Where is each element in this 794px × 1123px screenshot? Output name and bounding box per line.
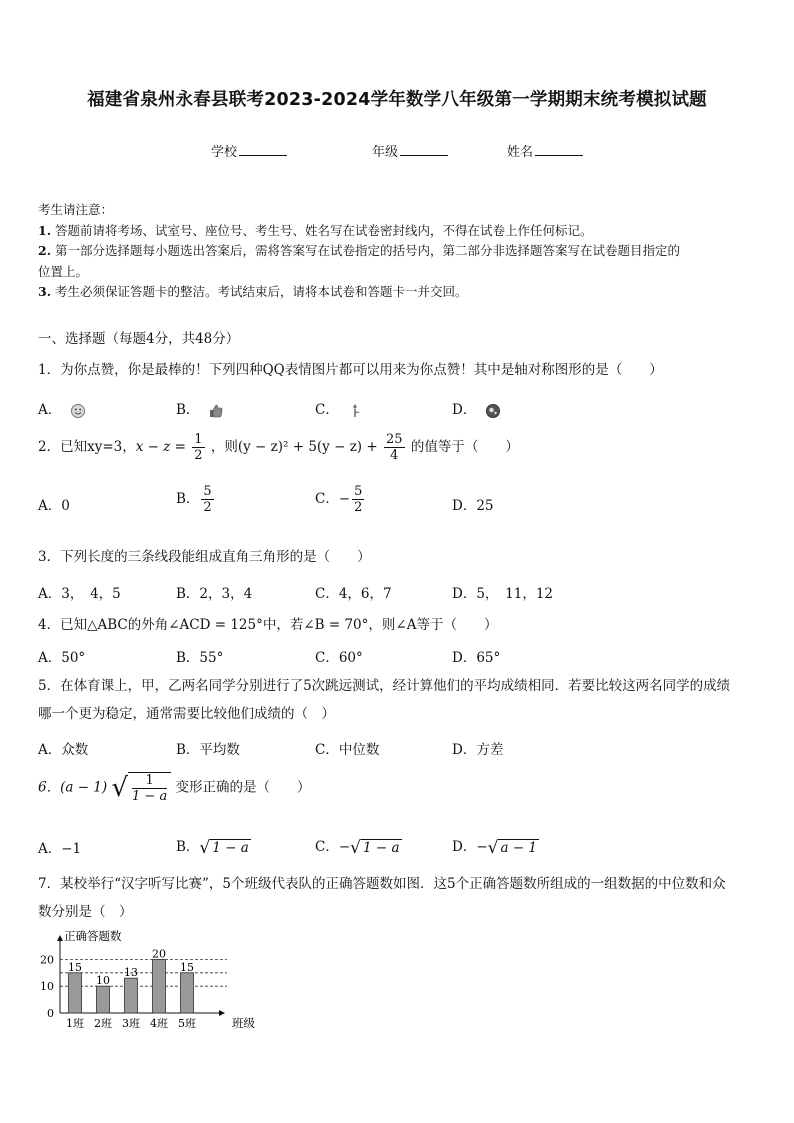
q6-option-a[interactable]: A．−1 [38,841,82,857]
x-tick-label: 2班 [94,1017,112,1030]
q1-option-b[interactable]: B． [176,398,224,419]
notice-item: 2. 第一部分选择题每小题选出答案后，需将答案写在试卷指定的括号内，第二部分非选择题答案写在试卷题目指定的 [38,243,681,258]
radical: √ $\frac{1}{1 - a}$ [111,772,171,804]
x-tick-label: 5班 [178,1017,196,1030]
fraction: $\frac{5}{2}$ [354,484,363,515]
q1-option-d[interactable]: D． [452,398,501,419]
x-tick-label: 1班 [66,1017,84,1030]
x-tick-label: 3班 [122,1017,140,1030]
q5-option-c[interactable]: C．中位数 [315,742,380,758]
school-label: 学校 [211,145,238,160]
name-label: 姓名 [507,145,534,160]
y-tick-label: 20 [40,953,54,967]
question-1-stem: 1．为你点赞，你是最棒的！下列四种QQ表情图片都可以用来为你点赞！其中是轴对称图形的是（ ） [38,362,663,378]
q5-option-b[interactable]: B．平均数 [176,742,240,758]
grade-blank[interactable] [400,145,448,156]
q6-option-c[interactable]: C．− √ 1 − a [315,837,400,858]
bar [181,973,194,1013]
bar-chart [34,926,264,1038]
q4-option-c[interactable]: C．60° [315,650,363,666]
exam-notice [38,200,760,303]
question-6-stem: 6．(a − 1) √ $\frac{1}{1 - a}$ 变形正确的是（ ） [38,773,311,804]
name-blank[interactable] [535,145,583,156]
bar [97,986,110,1013]
x-tick-label: 4班 [150,1017,168,1030]
q2-option-c[interactable]: C．− $\frac{5}{2}$ [315,484,363,515]
bar [69,973,82,1013]
y-axis-label: 正确答题数 [64,929,122,943]
fraction: $\frac{5}{2}$ [203,484,212,515]
name-field [507,141,583,160]
q3-option-a[interactable]: A．3， 4，5 [38,586,121,602]
section-heading: 一、选择题（每题4分，共48分） [38,331,240,347]
exam-title: 福建省泉州永春县联考2023-2024学年数学八年级第一学期期末统考模拟试题 [87,90,707,110]
q2-option-a[interactable]: A．0 [38,498,70,514]
grade-field [372,141,448,160]
notice-item: 1. 答题前请将考场、试室号、座位号、考生号、姓名写在试卷密封线内，不得在试卷上作任何标记。 [38,222,593,238]
question-7-stem: 7．某校举行“汉字听写比赛”，5个班级代表队的正确答题数如图．这5个正确答题数所组成的一组数据的中位数和众 数分别是（ ） [38,876,726,920]
q1-option-c[interactable]: C． [315,398,363,419]
q4-option-a[interactable]: A．50° [38,650,86,666]
question-4-stem: 4．已知△ABC的外角∠ACD = 125°中，若∠B = 70°，则∠A等于（ ） [38,617,498,633]
q6-option-d[interactable]: D．− √ a − 1 [452,837,538,858]
fraction: $\frac{25}{4}$ [385,432,403,463]
y-tick-label: 10 [40,980,54,994]
bar-value-label: 10 [96,974,110,988]
school-field [211,141,287,160]
bar-value-label: 15 [68,960,82,974]
q5-option-a[interactable]: A．众数 [38,742,89,758]
question-3-stem: 3．下列长度的三条线段能组成直角三角形的是（ ） [38,549,371,565]
q3-option-d[interactable]: D．5， 11，12 [452,586,554,602]
bar [125,978,138,1013]
ball-icon [485,403,501,419]
grade-label: 年级 [372,145,399,160]
q6-option-b[interactable]: B． √ 1 − a [176,837,249,858]
notice-item: 3. 考生必须保证答题卡的整洁。考试结束后，请将本试卷和答题卡一并交回。 [38,284,468,299]
q3-option-c[interactable]: C．4，6，7 [315,586,392,602]
x-axis-arrow [219,1010,225,1016]
school-blank[interactable] [239,145,287,156]
x-axis-label: 班级 [232,1016,255,1030]
q2-option-b[interactable]: B． $\frac{5}{2}$ [176,484,212,515]
flower-icon [347,403,363,419]
smile-icon [70,403,86,419]
bar-value-label: 13 [124,966,138,980]
bar-value-label: 20 [152,947,166,961]
q5-option-d[interactable]: D．方差 [452,742,504,758]
y-tick-label: 0 [47,1007,54,1020]
fraction: $\frac{1}{2}$ [194,432,203,463]
bar [153,959,166,1013]
q1-option-a[interactable]: A． [38,398,86,419]
bar-value-label: 15 [180,960,194,974]
notice-heading: 考生请注意： [38,202,114,217]
notice-item: 位置上。 [38,263,89,279]
thumbs-up-icon [208,403,224,419]
q4-option-d[interactable]: D．65° [452,650,501,666]
question-2-stem: 2．已知xy=3，x − z = $\frac{1}{2}$ ，则(y − z)² + 5(y − z) + $\frac{25}{4}$ 的值等于（ ） [38,432,519,463]
q4-option-b[interactable]: B．55° [176,650,224,666]
question-5-stem: 5．在体育课上，甲，乙两名同学分别进行了5次跳远测试，经计算他们的平均成绩相同．若要比较这两名同学的成绩 哪一个更为稳定，通常需要比较他们成绩的（ ） [38,678,731,722]
q3-option-b[interactable]: B．2，3，4 [176,586,253,602]
y-axis-arrow [57,935,63,941]
q2-option-d[interactable]: D．25 [452,498,494,514]
